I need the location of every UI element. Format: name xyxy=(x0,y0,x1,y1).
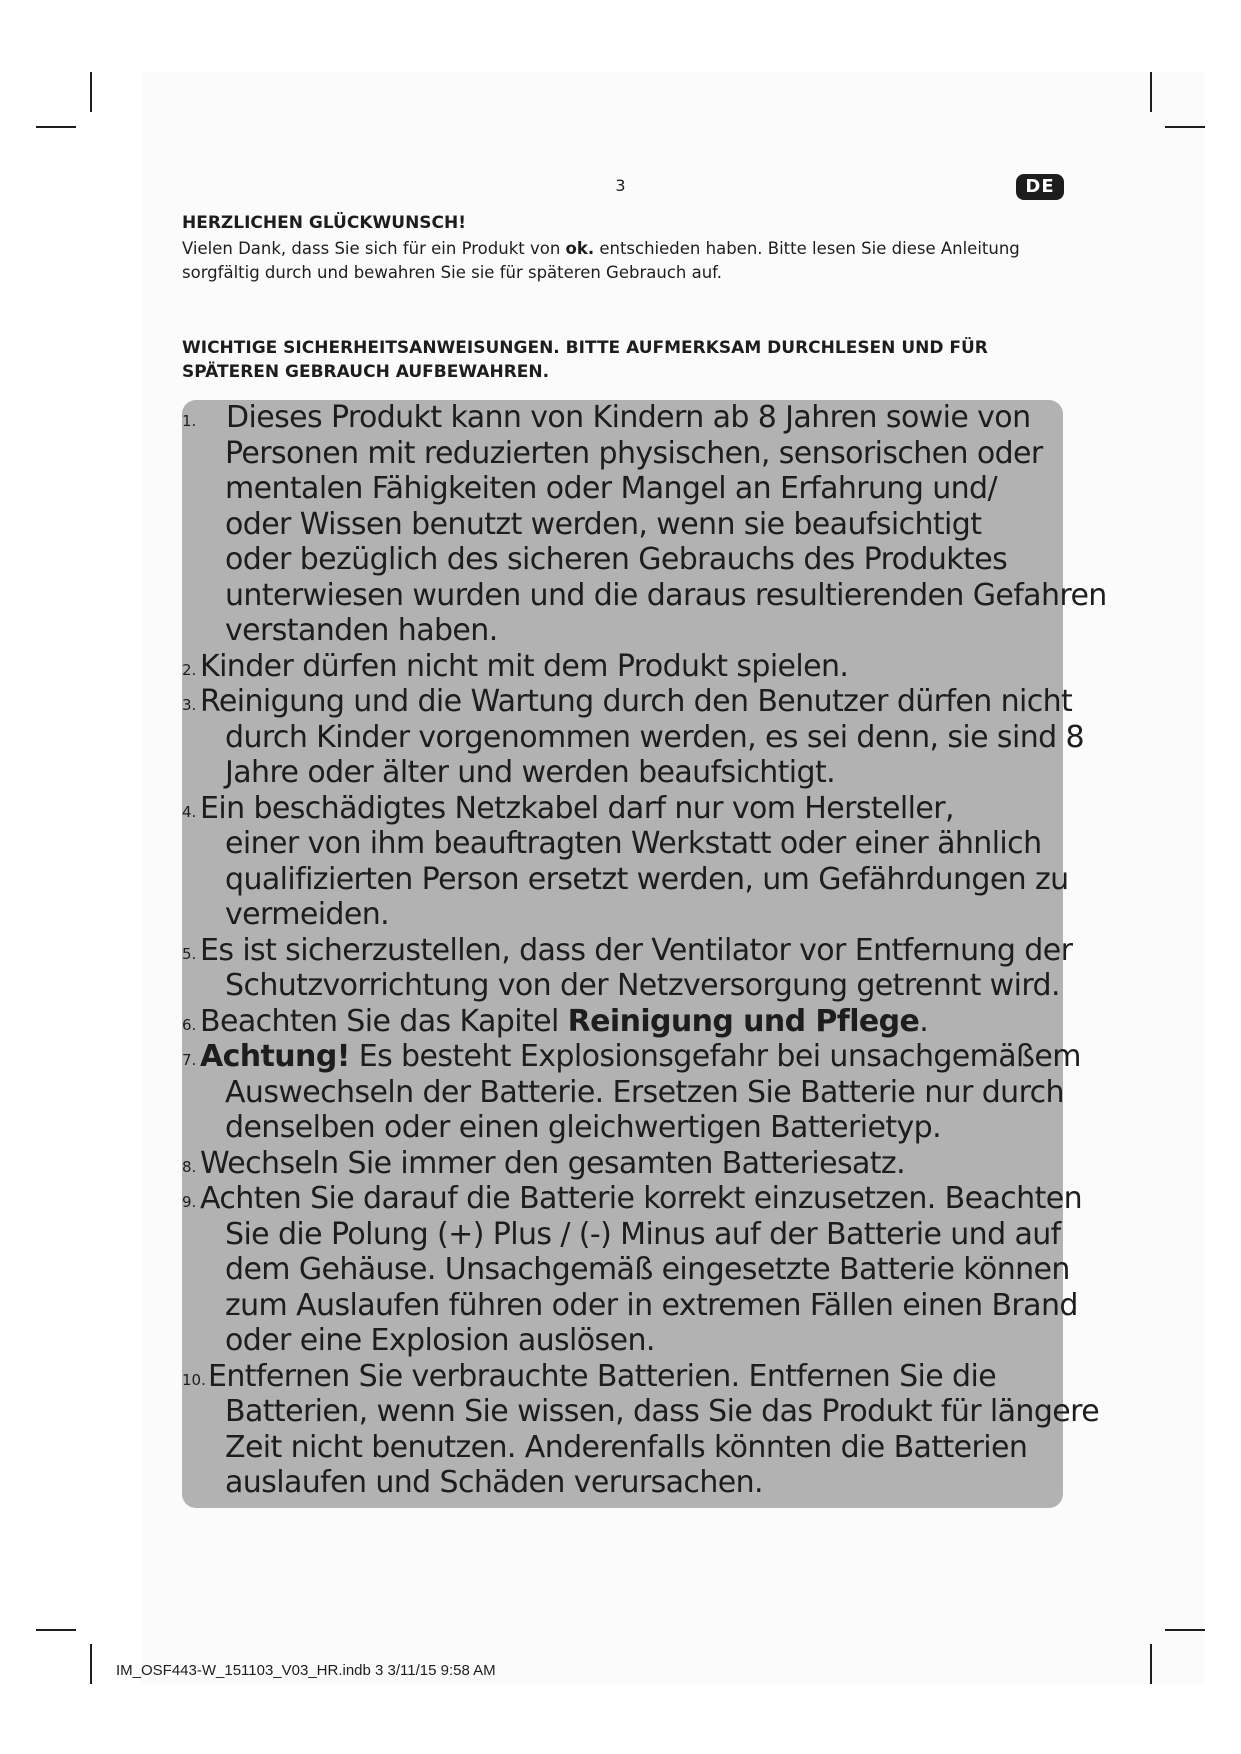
safety-heading xyxy=(182,336,1062,384)
warning-label: Achtung! xyxy=(200,1039,350,1074)
item-number: 5. xyxy=(182,944,197,963)
item-line: Reinigung und die Wartung durch den Benutzer dürfen nicht xyxy=(200,684,1073,719)
item-line: vermeiden. xyxy=(225,897,390,932)
item-line xyxy=(182,1004,1082,1040)
crop-mark-top-right-horizontal xyxy=(1165,126,1205,128)
print-slug: IM_OSF443-W_151103_V03_HR.indb 3 3/11/15 9:58 AM xyxy=(116,1662,496,1679)
intro-title: HERZLICHEN GLÜCKWUNSCH! xyxy=(182,213,466,233)
crop-mark-bottom-right-horizontal xyxy=(1165,1629,1205,1631)
item-line: verstanden haben. xyxy=(225,613,498,648)
item-number: 7. xyxy=(182,1051,197,1069)
item-number: 2. xyxy=(182,660,197,679)
item-line: zum Auslaufen führen oder in extremen Fällen einen Brand xyxy=(225,1287,1078,1323)
item-text: . xyxy=(919,1003,929,1039)
item-text: Es besteht Explosionsgefahr bei unsachgemäßem xyxy=(349,1039,1081,1074)
item-line: Batterien, wenn Sie wissen, dass Sie das Produkt für längere xyxy=(225,1394,1100,1429)
item-line: Jahre oder älter und werden beaufsichtigt. xyxy=(225,755,836,790)
item-line: Sie die Polung (+) Plus / (-) Minus auf der Batterie und auf xyxy=(225,1216,1061,1252)
item-number: 6. xyxy=(182,1015,197,1034)
crop-mark-top-left-horizontal xyxy=(36,126,76,128)
safety-heading-line2: SPÄTEREN GEBRAUCH AUFBEWAHREN. xyxy=(182,362,550,382)
safety-item-10 xyxy=(182,1358,1100,1501)
item-line: Entfernen Sie verbrauchte Batterien. Entfernen Sie die xyxy=(208,1358,997,1394)
intro-text xyxy=(182,237,1062,285)
item-line: auslaufen und Schäden verursachen. xyxy=(225,1465,763,1500)
crop-mark-bottom-left-horizontal xyxy=(36,1629,76,1631)
item-line: einer von ihm beauftragten Werkstatt oder einer ähnlich xyxy=(225,826,1042,861)
item-number: 10. xyxy=(182,1370,206,1389)
item-line: Auswechseln der Batterie. Ersetzen Sie Batterie nur durch xyxy=(225,1074,1064,1110)
crop-mark-bottom-left-vertical xyxy=(90,1644,92,1684)
safety-item-6 xyxy=(182,1004,1082,1040)
crop-mark-bottom-right-vertical xyxy=(1150,1644,1152,1684)
item-line: Schutzvorrichtung von der Netzversorgung getrennt wird. xyxy=(225,968,1060,1003)
intro-section xyxy=(182,213,1062,285)
safety-heading-line1: WICHTIGE SICHERHEITSANWEISUNGEN. BITTE AUFMERKSAM DURCHLESEN UND FÜR xyxy=(182,338,988,358)
item-text: Beachten Sie das Kapitel xyxy=(200,1003,568,1039)
item-number: 4. xyxy=(182,802,197,821)
page-number: 3 xyxy=(615,176,626,195)
item-line: durch Kinder vorgenommen werden, es sei denn, sie sind 8 xyxy=(225,719,1084,755)
item-line: oder eine Explosion auslösen. xyxy=(225,1323,655,1358)
item-line: qualifizierten Person ersetzt werden, um Gefährdungen zu xyxy=(225,861,1069,897)
safety-item-3 xyxy=(182,684,1082,791)
safety-item-5 xyxy=(182,933,1082,1004)
item-line: Achten Sie darauf die Batterie korrekt einzusetzen. Beachten xyxy=(200,1181,1083,1216)
crop-mark-top-left-vertical xyxy=(90,72,92,112)
safety-item-9 xyxy=(182,1181,1082,1359)
item-number: 9. xyxy=(182,1193,197,1211)
language-badge: DE xyxy=(1016,174,1064,200)
item-line: oder Wissen benutzt werden, wenn sie beaufsichtigt xyxy=(225,506,982,542)
item-number: 1. xyxy=(182,412,197,430)
intro-text-start: Vielen Dank, dass Sie sich für ein Produkt von xyxy=(182,239,566,258)
safety-list xyxy=(182,400,1107,1501)
item-line: unterwiesen wurden und die daraus resultierenden Gefahren xyxy=(225,577,1107,613)
chapter-reference: Reinigung und Pflege xyxy=(567,1003,920,1039)
item-line: Zeit nicht benutzen. Anderenfalls könnten die Batterien xyxy=(225,1429,1028,1465)
safety-item-4 xyxy=(182,791,1082,933)
item-line: oder bezüglich des sicheren Gebrauchs des Produktes xyxy=(225,542,1008,577)
item-number: 3. xyxy=(182,696,197,714)
item-line: Personen mit reduzierten physischen, sensorischen oder xyxy=(225,435,1043,471)
item-line: dem Gehäuse. Unsachgemäß eingesetzte Batterie können xyxy=(225,1252,1070,1287)
item-line: mentalen Fähigkeiten oder Mangel an Erfahrung und/ xyxy=(225,471,998,506)
intro-text-line2: sorgfältig durch und bewahren Sie sie für späteren Gebrauch auf. xyxy=(182,263,723,282)
safety-item-8 xyxy=(182,1146,1082,1182)
item-line: Dieses Produkt kann von Kindern ab 8 Jahren sowie von xyxy=(226,400,1031,435)
item-line xyxy=(182,1039,1082,1075)
intro-text-rest: entschieden haben. Bitte lesen Sie diese Anleitung xyxy=(594,239,1020,258)
item-line: denselben oder einen gleichwertigen Batterietyp. xyxy=(225,1110,942,1145)
safety-item-7 xyxy=(182,1039,1082,1146)
item-number: 8. xyxy=(182,1157,197,1176)
crop-mark-top-right-vertical xyxy=(1150,72,1152,112)
item-line: Kinder dürfen nicht mit dem Produkt spielen. xyxy=(200,648,849,684)
item-line: Ein beschädigtes Netzkabel darf nur vom Hersteller, xyxy=(200,790,954,826)
item-line: Es ist sicherzustellen, dass der Ventilator vor Entfernung der xyxy=(200,932,1073,968)
brand-name: ok. xyxy=(565,239,595,258)
safety-item-2 xyxy=(182,649,1082,685)
item-line: Wechseln Sie immer den gesamten Batteriesatz. xyxy=(200,1145,906,1181)
safety-item-1 xyxy=(182,400,1107,649)
